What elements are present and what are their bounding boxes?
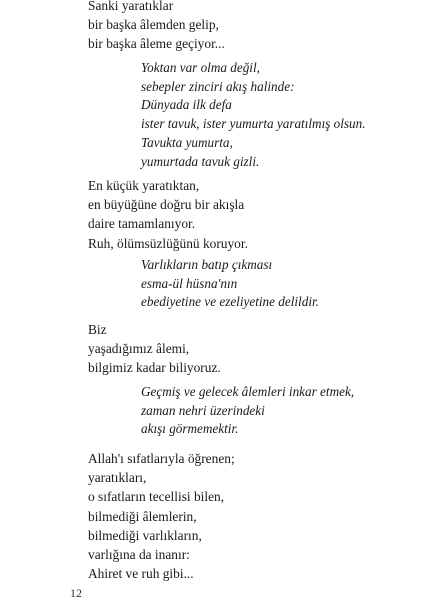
poem-line: Allah'ı sıfatlarıyla öğrenen; [88, 451, 235, 466]
poem-line: bilgimiz kadar biliyoruz. [88, 360, 221, 376]
poem-line: bilmediği varlıkların, [88, 527, 202, 543]
stanza-5 [88, 320, 221, 378]
poem-line: yaşadığımız âlemi, [88, 341, 190, 357]
stanza-6-italic [141, 383, 354, 439]
stanza-4-italic [141, 256, 319, 312]
poem-line: akışı görmemektir. [141, 421, 239, 437]
poem-line: ister tavuk, ister yumurta yaratılmış olsun. [141, 116, 366, 132]
poem-line: Ruh, ölümsüzlüğünü koruyor. [88, 235, 248, 251]
poem-line: yumurtada tavuk gizli. [141, 153, 260, 169]
page-number: 12 [70, 586, 82, 600]
stanza-7 [88, 449, 235, 583]
poem-line: Tavukta yumurta, [141, 134, 233, 150]
poem-line: zaman nehri üzerindeki [141, 402, 265, 418]
poem-line: esma-ül hüsna'nın [141, 275, 238, 291]
poem-line: Yoktan var olma değil, [141, 60, 260, 75]
poem-line: bir başka âleme geçiyor... [88, 36, 225, 52]
poem-line: en büyüğüne doğru bir akışla [88, 197, 245, 213]
poem-line: o sıfatların tecellisi bilen, [88, 489, 225, 505]
stanza-2-italic [141, 59, 366, 171]
poem-line: daire tamamlanıyor. [88, 216, 196, 232]
poem-line: varlığına da inanır: [88, 547, 190, 563]
stanza-1 [88, 0, 225, 54]
poem-line: bir başka âlemden gelip, [88, 17, 219, 33]
poem-line: Geçmiş ve gelecek âlemleri inkar etmek, [141, 384, 355, 399]
poem-line: En küçük yaratıktan, [88, 178, 200, 193]
poem-line: ebediyetine ve ezeliyetine delildir. [141, 294, 319, 310]
poem-line: sebepler zinciri akış halinde: [141, 78, 295, 94]
poem-line: yaratıkları, [88, 470, 147, 486]
poem-line: Sanki yaratıklar [88, 0, 174, 13]
poem-line: Varlıkların batıp çıkması [141, 257, 273, 272]
poem-line: Biz [88, 322, 107, 337]
poem-line: Dünyada ilk defa [141, 97, 232, 113]
poem-line: Ahiret ve ruh gibi... [88, 566, 194, 582]
stanza-3 [88, 176, 248, 253]
poem-line: bilmediği âlemlerin, [88, 508, 197, 524]
